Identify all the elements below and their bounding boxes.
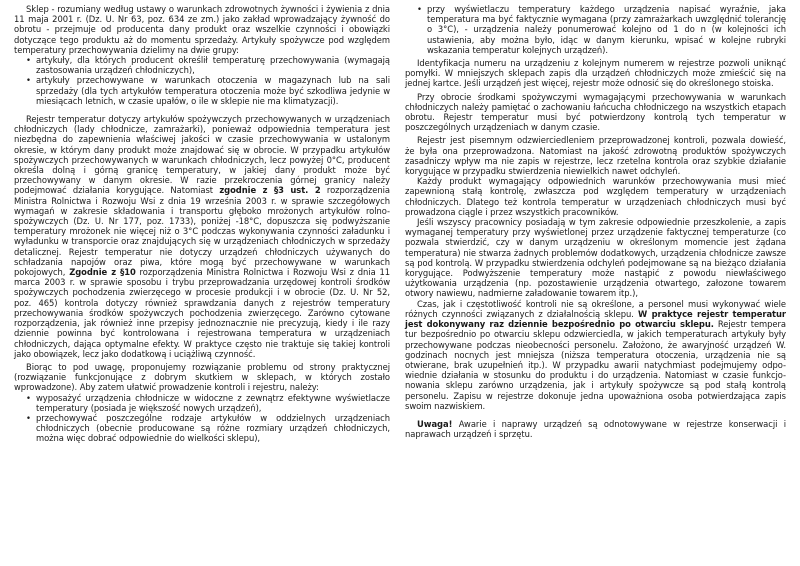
paragraph-identification: Identyfikacja numeru na urządzeniu z kolejnym numerem w rejestrze pozwoli uniknąć pomyłki. W mniejszych sklepach zapis dla urządzeń chłodniczych może zmieścić się na jednej kartce. Jeśli urządzeń jest więcej, rejestr może odnosić się do określonego stoiska. <box>405 58 786 89</box>
bold-reference: zgodnie z §3 ust. 2 <box>219 185 321 196</box>
left-column <box>14 4 390 444</box>
paragraph-constant-control: Każdy produkt wymagający odpowiednich warunków przechowywania musi mieć zapewnioną stałą kontrolę, zwłaszcza pod względem temperatury w urządzeniach chłodniczych. Dlatego też kontrola temperatur w urządzeniach chłodniczych musi być prowadzona ciągle i przez wszystkich pracowników. <box>405 176 786 217</box>
paragraph-intro: Sklep - rozumiany według ustawy o warunkach zdrowotnych żywności i żywienia z dnia 11 maja 2001 r. (Dz. U. Nr 63, poz. 634 ze zm.) jako zakład wprowadzający żywność do obrotu - przejmuje od producenta dany produkt oraz wszelkie czynności i obowiązki dotyczące tego produktu aż do momentu sprzedaży. Artykuły spożywcze pod względem temperatury przechowywania dzielimy na dwie grupy: <box>14 4 390 55</box>
recommendations-list <box>14 393 390 444</box>
bold-reference: Zgodnie z §10 <box>69 267 136 278</box>
paragraph-register-proof: Rejestr jest pisemnym odzwierciedleniem przeprowadzonej kontroli, pozwala dowieść, że była ona przeprowadzona. Natomiast na jakość zdrowotną produktów spożywczych zasadniczy wpływ ma nie zapis w rejestrze, lecz rzetelna kontrola oraz szybkie działanie korygujące w przypadku stwierdzenia niewielkich nawet odchyleń. <box>405 135 786 177</box>
paragraph-cold-chain: Przy obrocie środkami spożywczymi wymagającymi przechowywania w warunkach chłodniczych należy pamiętać o zachowaniu łańcucha chłodniczego na wszystkich etapach obrotu. Rejestr temperatur musi być potwierdzony kontrolą tych temperatur w poszczególnych urządzeniach w danym czasie. <box>405 91 786 133</box>
product-groups-list <box>14 55 390 106</box>
note <box>405 419 786 439</box>
paragraph-register-scope: Rejestr temperatur dotyczy artykułów spożywczych przechowywanych w urządzeniach chłodniczych (lady chłodnicze, zamrażarki), ponieważ odpowiednia temperatura jest niezbędna do zapewnienia właściwej jakości w czasie przechowywania w ustalonym okresie, w którym dany produkt może znajdować się w obrocie. W przypadku artykułów spożywczych przechowywanych w warunkach chłodniczych, lecz powyżej 0°C, producent określa dolną i górną granicę temperatury, w jakiej dany produkt może być przechowywany w danym okresie. W razie przekroczenia górnej granicy należy podejmować działania korygujące. Natomiast zgodnie z §3 ust. 2 rozporządzenia Ministra Rolnictwa i Rozwoju Wsi z dnia 19 września 2003 r. w sprawie szczegółowych wymagań w zakresie składowania i transportu głęboko mrożonych artykułów rolno-spożywczych (Dz. U. Nr 177, poz. 1733), poniżej -18°C, dopuszcza się podwyższanie temperatury mrożonek nie więcej niż o 3°C podczas wykonywania czynności załadunku i wyładunku w transporcie oraz znajdujących się w urządzeniach chłodniczych w sprzedaży detalicznej. Rejestr temperatur nie dotyczy urządzeń chłodniczych używanych do schładzania napojów oraz piwa, które mogą być przechowywane w warunkach pokojowych, Zgodnie z §10 rozporządzenia Ministra Rolnictwa i Rozwoju Wsi z dnia 11 marca 2003 r. w sprawie sposobu i trybu przeprowadzania urzędowej kontroli środków spożywczych pochodzenia zwierzęcego w procesie produkcji i w obrocie (Dz. U. Nr 52, poz. 465) kontrola dotyczy również sprawdzania danych z rejestrów temperatury przechowywania środków spożywczych pochodzenia zwierzęcego. Zarówno cytowane rozporządzenia, jak również inne przepisy jednoznacznie nie precyzują, kiedy i ile razy dziennie powinna być kontrolowana i rejestrowana temperatura w urządzeniach chłodniczych, dająca optymalne efekty. W praktyce często nie traktuje się takiej kontroli jako obowiązek, lecz jako dodatkową i uciążliwą czynność. <box>14 114 390 359</box>
list-item: • przy wyświetlaczu temperatury każdego urządzenia napisać wyraźnie, jaka temperatura ma być faktycznie wymagana (przy zamrażarkach uwzględnić tolerancję o 3°C), - urządzenia należy ponumerować kolejno od 1 do n (w kolejności ich ustawienia, aby można było, idąc w danym kierunku, wpisać w kolejne rubryki wskazania temperatur kolejnych urządzeń). <box>417 4 786 55</box>
list-item: • przechowywać poszczególne rodzaje artykułów w oddzielnych urządzeniach chłodniczych (obecnie producowane są różne rozmiary urządzeń chłodniczych, można więc dobrać odpowiednie do wielkości sklepu), <box>26 413 390 444</box>
note-text: Awarie i naprawy urządzeń są odnotowywane w rejestrze konserwacji i naprawach urządzeń i sprzętu. <box>405 418 786 440</box>
right-column <box>405 4 786 439</box>
paragraph-proposal: Biorąc to pod uwagę, proponujemy rozwiązanie problemu od strony praktycznej (rozwiązanie funkcjonujące z dobrym skutkiem w sklepach, w których zostało wprowadzone). Aby zatem ułatwić prowadzenie kontroli i rejestru, należy: <box>14 361 390 393</box>
list-item: • wyposażyć urządzenia chłodnicze w widoczne z zewnątrz efektywne wyświetlacze temperatury (posiada je większość nowych urządzeń), <box>26 393 390 413</box>
paragraph-staff-training: Jeśli wszyscy pracownicy posiadają w tym zakresie odpowiednie przeszkolenie, a zapis wymaganej temperatury przy wyświetlonej przez urządzenie faktycznej temperaturze (co pozwala stwierdzić, czy w danym urządzeniu w określonym momencie jest żądana temperatura) nie stwarza żadnych problemów dodatkowych, urządzenia chłodnicze zawsze są pod kontrolą. W przypadku stwierdzenia odchyleń podejmowane są na bieżąco działania korygujące. Podwyższenie temperatury może nastąpić z powodu niewłaściwego użytkowania urządzenia (np. pozostawienie urządzenia otwartego, załozone towarem otwory nawiewu, nadmierne załadowanie towarem itp.), <box>405 217 786 299</box>
bold-emphasis: W praktyce rejestr temperatur jest dokonywany raz dziennie bezpośrednio po otwarciu sklepu. <box>405 308 786 330</box>
recommendations-list-continued <box>405 4 786 55</box>
note-label: Uwaga! <box>417 418 453 429</box>
list-item: • artykuły, dla których producent określił temperaturę przechowywania (wymagają zastosowania urządzeń chłodniczych), <box>26 55 390 75</box>
list-item: • artykuły przechowywane w warunkach otoczenia w magazynach lub na sali sprzedaży (dla tych artykułów temperatura otoczenia może być szkodliwa jedynie w miesiącach letnich, w czasie upałów, o ile w sklepie nie ma klimatyzacji). <box>26 75 390 106</box>
paragraph-control-timing: Czas, jak i częstotliwość kontroli nie są określone, a personel musi wykonywać wiele różnych czynności związanych z działalnością sklepu. W praktyce rejestr temperatur jest dokonywany raz dziennie bezpośrednio po otwarciu sklepu. Rejestr tempera tur bezpośrednio po otwarciu sklepu odzwierciedla, w jakich temperaturach artykuły były przechowywane podczas nieobecności personelu. Założono, że awaryjność urządzeń W. godzinach nocnych jest mniejsza (niższa temperatura otoczenia, urządzenia nie są otwierane, brak uzupełnień itp.). W przypadku awarii natychmiast podejmujemy odpo-wiednie działania w stosunku do produktu i do urządzenia. Natomiast w czasie funkcjo-nowania sklepu zarówno urządzenia, jak i artykuły spożywcze są pod stałą kontrolą personelu. Zapisu w rejestrze dokonuje jedna upoważniona osoba potwierdzająca zapis swoim nazwiskiem. <box>405 298 787 411</box>
